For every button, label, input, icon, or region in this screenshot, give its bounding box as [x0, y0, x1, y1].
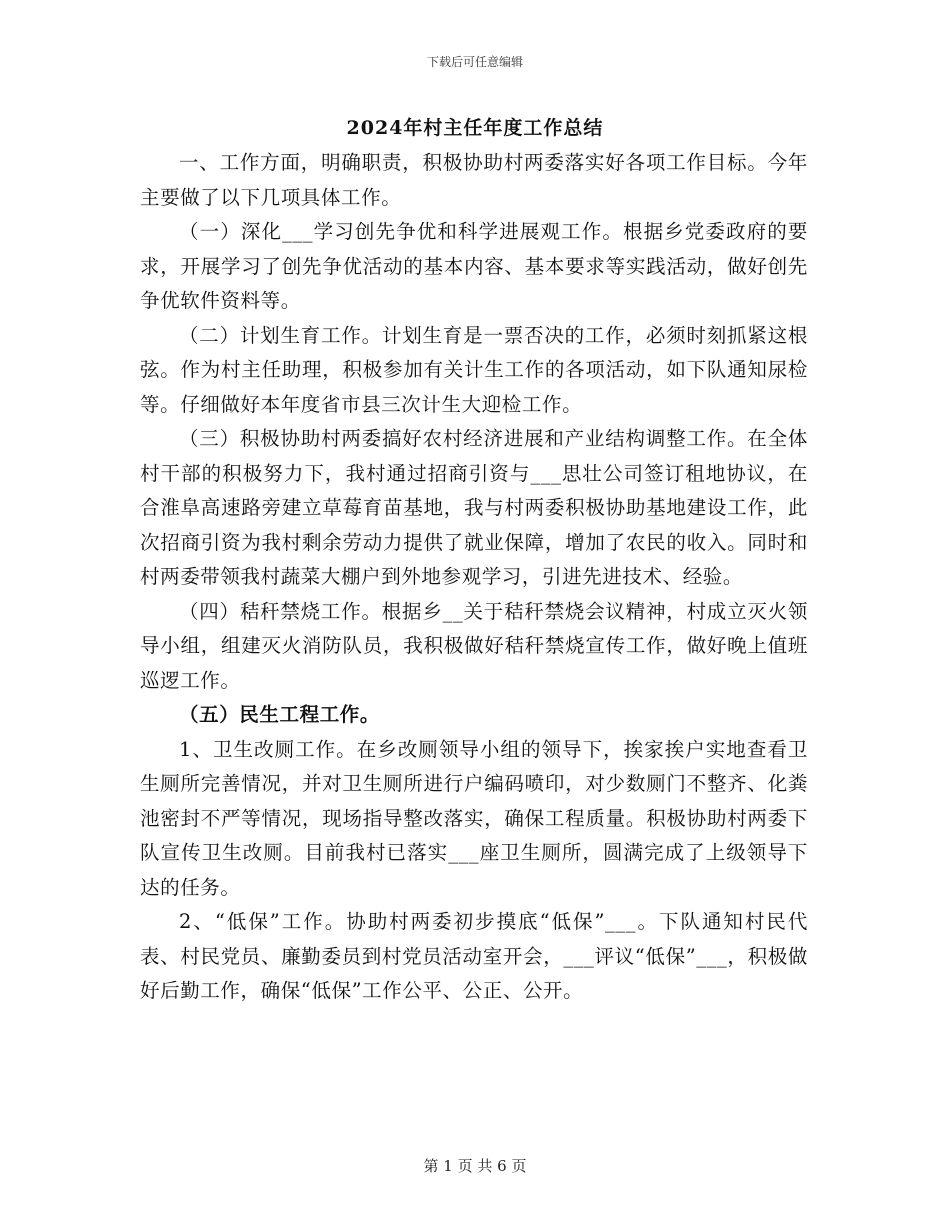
section-heading-5: （五）民生工程工作。 [179, 703, 381, 726]
document-title: 2024年村主任年度工作总结 [346, 117, 604, 139]
paragraph-section-1: （一）深化___学习创先争优和科学进展观工作。根据乡党委政府的要求，开展学习了创先争优活动的基本内容、基本要求等实践活动，做好创先争优软件资料等。 [140, 220, 808, 312]
document-body [140, 146, 808, 1009]
paragraph-work-overview: 一、工作方面，明确职责，积极协助村两委落实好各项工作目标。今年主要做了以下几项具体工作。 [140, 151, 808, 209]
paragraph-section-2: （二）计划生育工作。计划生育是一票否决的工作，必须时刻抓紧这根弦。作为村主任助理，积极参加有关计生工作的各项活动，如下队通知尿检等。仔细做好本年度省市县三次计生大迎检工作。 [140, 323, 808, 416]
paragraph-section-4: （四）秸秆禁烧工作。根据乡__关于秸秆禁烧会议精神，村成立灭火领导小组，组建灭火消防队员，我积极做好秸秆禁烧宣传工作，做好晚上值班巡逻工作。 [140, 599, 808, 692]
paragraph-item-1: 1、卫生改厕工作。在乡改厕领导小组的领导下，挨家挨户实地查看卫生厕所完善情况，并对卫生厕所进行户编码喷印，对少数厕门不整齐、化粪池密封不严等情况，现场指导整改落实，确保工程质量。积极协助村两委下队宣传卫生改厕。目前我村已落实___座卫生厕所，圆满完成了上级领导下达的任务。 [140, 737, 808, 899]
header-note: 下载后可任意编辑 [426, 55, 523, 69]
paragraph-section-3: （三）积极协助村两委搞好农村经济进展和产业结构调整工作。在全体村干部的积极努力下，我村通过招商引资与___思壮公司签订租地协议，在合淮阜高速路旁建立草莓育苗基地，我与村两委积极协助基地建设工作，此次招商引资为我村剩余劳动力提供了就业保障，增加了农民的收入。同时和村两委带领我村蔬菜大棚户到外地参观学习，引进先进技术、经验。 [140, 427, 808, 588]
page-number: 第 1 页 共 6 页 [423, 1157, 527, 1175]
paragraph-item-2: 2、“低保”工作。协助村两委初步摸底“低保”___。下队通知村民代表、村民党员、廉勤委员到村党员活动室开会，___评议“低保”___，积极做好后勤工作，确保“低保”工作公平、公正、公开。 [140, 910, 808, 1002]
